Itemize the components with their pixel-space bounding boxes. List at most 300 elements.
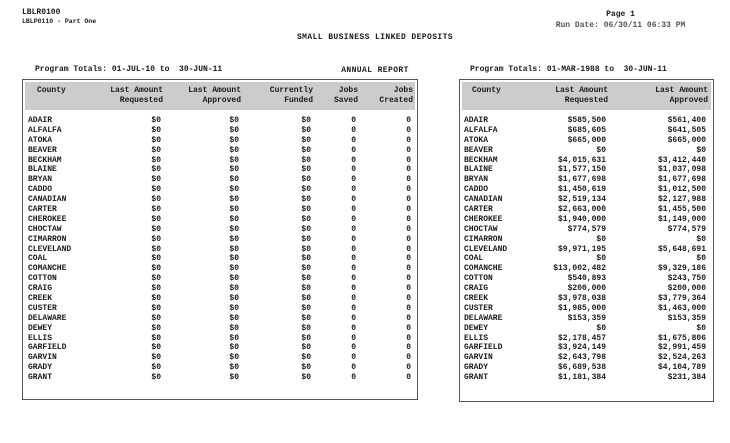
value-cell: $0 [229,145,239,155]
value-cell: $1,463,000 [657,303,706,313]
value-cell: 0 [406,294,411,304]
value-cell: $0 [151,274,161,284]
value-cell: $0 [301,165,311,175]
value-cell: $0 [151,313,161,323]
county-cell: BLAINE [464,165,493,175]
value-cell: $2,519,134 [557,195,606,205]
value-cell: 0 [406,264,411,274]
value-cell: $0 [151,303,161,313]
value-cell: $0 [301,254,311,264]
table-row [460,165,713,175]
column-header: Jobs Saved [333,86,358,105]
value-cell: $0 [151,175,161,185]
value-cell: $153,359 [567,313,606,323]
county-cell: CHOCTAW [28,224,62,234]
value-cell: $0 [229,125,239,135]
value-cell: $561,400 [667,116,706,125]
value-cell: $0 [301,125,311,135]
value-cell: $0 [301,284,311,294]
county-cell: COAL [28,254,48,264]
table-row [460,353,713,363]
table-row [23,165,417,175]
value-cell: $1,677,698 [657,175,706,185]
value-cell: 0 [406,185,411,195]
value-cell: 0 [406,303,411,313]
value-cell: $1,149,000 [657,214,706,224]
value-cell: $0 [229,234,239,244]
value-cell: 0 [351,145,356,155]
value-cell: 0 [406,323,411,333]
value-cell: $0 [151,155,161,165]
value-cell: $0 [151,145,161,155]
county-cell: GARFIELD [464,343,503,353]
table-row [23,235,417,245]
column-header: Jobs Created [379,86,413,105]
table-row [460,254,713,264]
value-cell: $9,329,186 [657,264,706,274]
value-cell: 0 [351,155,356,165]
report-title-line1: SMALL BUSINESS LINKED DEPOSITS [296,33,454,42]
value-cell: 0 [351,353,356,363]
value-cell: $243,750 [667,274,706,284]
value-cell: $0 [301,333,311,343]
value-cell: $0 [301,234,311,244]
value-cell: $0 [229,323,239,333]
value-cell: $0 [229,333,239,343]
value-cell: 0 [406,214,411,224]
value-cell: $3,978,038 [557,294,606,304]
value-cell: 0 [351,294,356,304]
value-cell: $0 [596,323,606,333]
table-row [23,136,417,146]
value-cell: $2,663,000 [557,205,606,215]
value-cell: 0 [406,363,411,373]
value-cell: 0 [406,244,411,254]
table-row [23,264,417,274]
value-cell: $5,648,691 [657,244,706,254]
value-cell: $0 [151,323,161,333]
value-cell: 0 [351,205,356,215]
value-cell: $0 [596,254,606,264]
value-cell: $0 [229,363,239,373]
value-cell: $1,675,806 [657,333,706,343]
county-cell: DELAWARE [464,313,503,323]
value-cell: $0 [151,214,161,224]
value-cell: 0 [351,264,356,274]
value-cell: $0 [229,175,239,185]
value-cell: $0 [151,373,161,383]
county-cell: BEAVER [28,145,57,155]
county-cell: CRAIG [28,284,53,294]
table-row [460,126,713,136]
value-cell: $0 [151,165,161,175]
table-row [23,274,417,284]
table-row [460,116,713,126]
value-cell: $0 [229,155,239,165]
county-cell: CANADIAN [464,195,503,205]
value-cell: $0 [301,175,311,185]
value-cell: $0 [229,303,239,313]
value-cell: $3,412,440 [657,155,706,165]
value-cell: 0 [406,274,411,284]
table-row [23,314,417,324]
value-cell: $1,450,619 [557,185,606,195]
value-cell: 0 [406,373,411,383]
table-row [23,284,417,294]
value-cell: $0 [151,205,161,215]
value-cell: $0 [229,284,239,294]
table-row [460,363,713,373]
value-cell: $0 [696,323,706,333]
value-cell: 0 [406,175,411,185]
value-cell: $0 [229,264,239,274]
county-cell: DEWEY [28,323,53,333]
county-cell: COTTON [28,274,57,284]
value-cell: $0 [301,373,311,383]
column-header: Last Amount Requested [555,86,608,105]
county-cell: ELLIS [464,333,489,343]
table-row [23,156,417,166]
value-cell: $0 [151,353,161,363]
value-cell: $0 [696,145,706,155]
value-cell: 0 [406,224,411,234]
column-header: Last Amount Approved [655,86,708,105]
county-cell: COMANCHE [28,264,67,274]
value-cell: $0 [301,244,311,254]
value-cell: $153,359 [667,313,706,323]
value-cell: $4,015,631 [557,155,606,165]
county-cell: BRYAN [464,175,489,185]
table-row [460,343,713,353]
value-cell: $231,384 [667,373,706,383]
value-cell: $0 [151,333,161,343]
value-cell: $2,178,457 [557,333,606,343]
value-cell: $1,012,500 [657,185,706,195]
value-cell: $2,127,988 [657,195,706,205]
table-row [460,314,713,324]
value-cell: $0 [151,195,161,205]
value-cell: $1,677,698 [557,175,606,185]
table-row [460,185,713,195]
county-cell: ATOKA [28,135,53,145]
table-row [460,373,713,383]
run-date-label: Run Date: 06/30/11 06:33 PM [555,21,686,30]
value-cell: $9,971,195 [557,244,606,254]
value-cell: $685,605 [567,125,606,135]
value-cell: $3,779,364 [657,294,706,304]
value-cell: $0 [301,224,311,234]
county-cell: CHEROKEE [28,214,67,224]
value-cell: $0 [229,274,239,284]
county-cell: CLEVELAND [28,244,72,254]
value-cell: 0 [406,343,411,353]
value-cell: $0 [229,343,239,353]
value-cell: 0 [351,333,356,343]
table-row [23,363,417,373]
table-row [23,175,417,185]
page-meta [548,10,693,30]
value-cell: 0 [351,303,356,313]
value-cell: 0 [351,116,356,125]
value-cell: $665,000 [567,135,606,145]
value-cell: $0 [229,205,239,215]
value-cell: 0 [406,155,411,165]
table-row [460,284,713,294]
value-cell: 0 [351,254,356,264]
table-row [460,235,713,245]
value-cell: $0 [151,125,161,135]
value-cell: $0 [301,195,311,205]
value-cell: $1,940,000 [557,214,606,224]
program-totals-current-year-table [22,79,418,400]
value-cell: $540,893 [567,274,606,284]
column-header: County [37,86,66,95]
table-row [23,126,417,136]
value-cell: $0 [301,363,311,373]
value-cell: 0 [351,135,356,145]
value-cell: 0 [406,205,411,215]
table-row [23,353,417,363]
county-cell: CHOCTAW [464,224,498,234]
table-row [460,136,713,146]
county-cell: CREEK [28,294,53,304]
table-row [460,324,713,334]
value-cell: $0 [301,264,311,274]
value-cell: $0 [229,244,239,254]
value-cell: $200,000 [567,284,606,294]
value-cell: 0 [406,125,411,135]
page-number-label: Page 1 [606,10,635,19]
value-cell: $1,037,098 [657,165,706,175]
county-cell: CUSTER [464,303,493,313]
county-cell: COMANCHE [464,264,503,274]
value-cell: $13,002,482 [553,264,606,274]
table-row [460,156,713,166]
county-cell: CANADIAN [28,195,67,205]
table-row [23,245,417,255]
table-row [460,264,713,274]
value-cell: $2,991,459 [657,343,706,353]
value-cell: $774,579 [567,224,606,234]
county-cell: GRADY [28,363,53,373]
value-cell: $2,524,263 [657,353,706,363]
table-row [460,175,713,185]
value-cell: $0 [151,343,161,353]
value-cell: 0 [351,343,356,353]
county-cell: GARVIN [464,353,493,363]
value-cell: $200,000 [667,284,706,294]
value-cell: $0 [229,214,239,224]
value-cell: $0 [301,155,311,165]
county-cell: CARTER [464,205,493,215]
value-cell: $0 [229,135,239,145]
table-row [23,205,417,215]
table-row [460,225,713,235]
table-row [23,195,417,205]
county-cell: BECKHAM [464,155,498,165]
value-cell: $665,000 [667,135,706,145]
county-cell: CLEVELAND [464,244,508,254]
table-row [460,146,713,156]
county-cell: GRADY [464,363,489,373]
value-cell: 0 [351,363,356,373]
table-row [460,215,713,225]
table-row [460,334,713,344]
county-cell: ELLIS [28,333,53,343]
value-cell: $585,500 [567,116,606,125]
value-cell: $0 [596,145,606,155]
value-cell: $0 [151,284,161,294]
value-cell: $1,181,384 [557,373,606,383]
county-cell: BRYAN [28,175,53,185]
value-cell: 0 [351,244,356,254]
county-cell: CADDO [464,185,489,195]
value-cell: $0 [301,185,311,195]
county-cell: CIMARRON [28,234,67,244]
table-row [23,185,417,195]
value-cell: 0 [351,373,356,383]
value-cell: $0 [151,363,161,373]
table-row [460,205,713,215]
county-cell: DEWEY [464,323,489,333]
value-cell: 0 [406,254,411,264]
value-cell: 0 [351,165,356,175]
value-cell: 0 [351,185,356,195]
county-cell: COAL [464,254,484,264]
column-header: Last Amount Approved [188,86,241,105]
value-cell: $1,455,500 [657,205,706,215]
county-cell: DELAWARE [28,313,67,323]
table-row [23,225,417,235]
value-cell: $0 [301,116,311,125]
table-row [460,274,713,284]
value-cell: $0 [229,224,239,234]
county-cell: GARFIELD [28,343,67,353]
table-row [23,116,417,126]
value-cell: 0 [351,274,356,284]
county-cell: GRANT [464,373,489,383]
table-row [23,304,417,314]
value-cell: $0 [151,264,161,274]
value-cell: $0 [301,343,311,353]
value-cell: 0 [351,224,356,234]
value-cell: $0 [151,254,161,264]
table-row [23,146,417,156]
value-cell: $0 [596,234,606,244]
value-cell: $1,577,150 [557,165,606,175]
value-cell: 0 [351,125,356,135]
county-cell: CREEK [464,294,489,304]
value-cell: 0 [406,116,411,125]
county-cell: ALFALFA [464,125,498,135]
table-row [23,294,417,304]
value-cell: 0 [406,195,411,205]
value-cell: $774,579 [667,224,706,234]
value-cell: $0 [151,234,161,244]
value-cell: 0 [351,323,356,333]
county-cell: BEAVER [464,145,493,155]
left-period-label: Program Totals: 01-JUL-10 to 30-JUN-11 [35,65,223,74]
value-cell: $0 [301,135,311,145]
value-cell: 0 [406,165,411,175]
county-cell: CHEROKEE [464,214,503,224]
table-header-row [462,82,711,110]
value-cell: 0 [351,313,356,323]
value-cell: $0 [301,313,311,323]
value-cell: $0 [301,214,311,224]
value-cell: $3,924,149 [557,343,606,353]
county-cell: ADAIR [28,116,53,125]
value-cell: 0 [351,214,356,224]
county-cell: BLAINE [28,165,57,175]
value-cell: 0 [351,195,356,205]
value-cell: $4,104,789 [657,363,706,373]
value-cell: 0 [406,333,411,343]
value-cell: 0 [406,313,411,323]
county-cell: ATOKA [464,135,489,145]
county-cell: GARVIN [28,353,57,363]
county-cell: CUSTER [28,303,57,313]
value-cell: 0 [406,234,411,244]
value-cell: $0 [301,303,311,313]
value-cell: 0 [351,234,356,244]
county-cell: CADDO [28,185,53,195]
county-cell: CIMARRON [464,234,503,244]
table-row [460,294,713,304]
column-header: Last Amount Requested [110,86,163,105]
value-cell: $0 [151,244,161,254]
value-cell: $0 [151,294,161,304]
value-cell: 0 [406,135,411,145]
value-cell: $0 [229,195,239,205]
value-cell: 0 [351,284,356,294]
value-cell: 0 [406,284,411,294]
table-row [23,334,417,344]
value-cell: $1,985,000 [557,303,606,313]
value-cell: 0 [406,145,411,155]
value-cell: $0 [696,234,706,244]
value-cell: $0 [229,254,239,264]
value-cell: $0 [151,135,161,145]
value-cell: $0 [229,294,239,304]
county-cell: GRANT [28,373,53,383]
table-row [23,373,417,383]
value-cell: $0 [229,165,239,175]
table-row [460,245,713,255]
report-title-line2: ANNUAL REPORT [341,66,409,75]
table-header-row [25,82,415,110]
column-header: County [472,86,501,95]
county-cell: ADAIR [464,116,489,125]
table-row [23,324,417,334]
county-cell: CRAIG [464,284,489,294]
county-cell: BECKHAM [28,155,62,165]
value-cell: $0 [151,224,161,234]
county-cell: ALFALFA [28,125,62,135]
table-body [23,112,417,383]
right-period-label: Program Totals: 01-MAR-1988 to 30-JUN-11 [470,65,667,74]
table-row [23,254,417,264]
value-cell: $0 [301,274,311,284]
report-id: LBLR0100 [22,8,61,17]
value-cell: $0 [301,145,311,155]
table-row [460,195,713,205]
table-row [23,215,417,225]
value-cell: 0 [406,353,411,363]
value-cell: $0 [301,294,311,304]
value-cell: $0 [301,205,311,215]
program-totals-inception-table [459,79,714,402]
